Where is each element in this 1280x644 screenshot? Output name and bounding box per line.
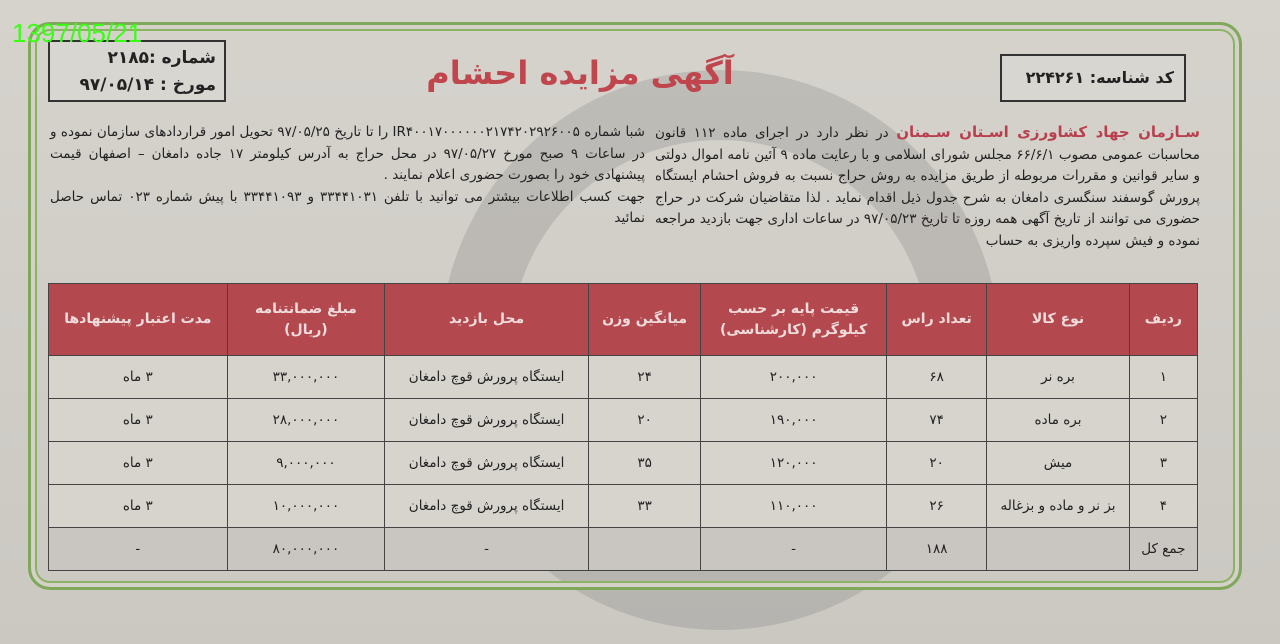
number-box (48, 40, 226, 102)
column-header: قیمت پایه بر حسب کیلوگرم (کارشناسی) (701, 284, 887, 356)
tracking-code: کد شناسه: ۲۲۴۲۶۱ (1025, 68, 1174, 87)
table-cell: - (701, 528, 887, 571)
date-stamp: 1397/05/21 (12, 18, 143, 48)
code-box (1000, 54, 1186, 102)
column-header: تعداد راس (886, 284, 986, 356)
table-cell: ایستگاه پرورش قوچ دامغان (385, 485, 589, 528)
table-cell: ۳ ماه (49, 399, 228, 442)
column-header: ردیف (1129, 284, 1197, 356)
table-cell: ۲۴ (588, 356, 700, 399)
auction-table (48, 283, 1198, 571)
table-cell: ۳۳ (588, 485, 700, 528)
table-row (49, 442, 1198, 485)
table-cell: ۱۹۰,۰۰۰ (701, 399, 887, 442)
table-cell: میش (987, 442, 1129, 485)
table-cell: ۳ ماه (49, 485, 228, 528)
table-cell: ۲۰ (886, 442, 986, 485)
table-cell: ۳ ماه (49, 356, 228, 399)
table-cell: ۱۸۸ (886, 528, 986, 571)
table-cell: ۸۰,۰۰۰,۰۰۰ (227, 528, 385, 571)
table-cell: ۳۳,۰۰۰,۰۰۰ (227, 356, 385, 399)
table-cell: - (49, 528, 228, 571)
table-cell (987, 528, 1129, 571)
organization-name: سـازمان جهاد کشاورزی اسـتان سـمنان (896, 123, 1200, 141)
table-cell: بره ماده (987, 399, 1129, 442)
table-row (49, 485, 1198, 528)
table-row (49, 399, 1198, 442)
table-cell: ایستگاه پرورش قوچ دامغان (385, 356, 589, 399)
intro-paragraph (655, 122, 1200, 252)
ad-number: شماره :۲۱۸۵ (107, 48, 216, 68)
table-cell: ۲۰۰,۰۰۰ (701, 356, 887, 399)
table-cell: ۲۸,۰۰۰,۰۰۰ (227, 399, 385, 442)
table-cell: ۲۶ (886, 485, 986, 528)
table-cell: ۱ (1129, 356, 1197, 399)
table-cell: ۹,۰۰۰,۰۰۰ (227, 442, 385, 485)
table-cell: ۲ (1129, 399, 1197, 442)
table-cell: ۴ (1129, 485, 1197, 528)
column-header: مبلغ ضمانتنامه (ریال) (227, 284, 385, 356)
table-cell: ۷۴ (886, 399, 986, 442)
intro-text: در نظر دارد در اجرای ماده ۱۱۲ قانون محاسبات عمومی مصوب ۶۶/۶/۱ مجلس شورای اسلامی و با رعایت ماده ۹ آئین نامه اموال دولتی و سایر قوانین و مقررات مربوطه از طریق مزایده به روش حراج نسبت به فروش احشام ایستگاه پرورش گوسفند سنگسری دامغان به شرح جدول ذیل اقدام نماید . لذا متقاضیان شرکت در حراج حضوری می توانند از تاریخ آگهی همه روزه تا تاریخ ۹۷/۰۵/۲۳ در ساعات اداری جهت بازدید مراجعه نموده و فیش سپرده واریزی به حساب (655, 125, 1200, 249)
column-header: نوع کالا (987, 284, 1129, 356)
ad-title: آگهی مزایده احشام (426, 54, 734, 92)
table-cell: ۳۵ (588, 442, 700, 485)
column-header: محل بازدید (385, 284, 589, 356)
table-cell: جمع کل (1129, 528, 1197, 571)
table-cell: بز نر و ماده و بزغاله (987, 485, 1129, 528)
payment-text: شبا شماره IR۴۰۰۱۷۰۰۰۰۰۰۲۱۷۴۲۰۲۹۲۶۰۰۵ را تا تاریخ ۹۷/۰۵/۲۵ تحویل امور قراردادهای سازمان نموده و در ساعات ۹ صبح مورخ ۹۷/۰۵/۲۷ در محل حراج به آدرس کیلومتر ۱۷ جاده دامغان – اصفهان قیمت پیشنهادی خود را بصورت حضوری اعلام نمایند . (50, 124, 645, 183)
details-paragraph (50, 122, 645, 230)
total-row (49, 528, 1198, 571)
contact-text: جهت کسب اطلاعات بیشتر می توانید با تلفن ۳۳۴۴۱۰۳۱ و ۳۳۴۴۱۰۹۳ با پیش شماره ۰۲۳ تماس حاصل نمائید (50, 188, 645, 226)
ad-date: مورخ : ۹۷/۰۵/۱۴ (79, 75, 216, 95)
table-cell: ۳ ماه (49, 442, 228, 485)
column-header: مدت اعتبار پیشنهادها (49, 284, 228, 356)
table-cell: ۶۸ (886, 356, 986, 399)
table-cell: بره نر (987, 356, 1129, 399)
table-cell: ۱۱۰,۰۰۰ (701, 485, 887, 528)
table-cell (588, 528, 700, 571)
table-cell: ایستگاه پرورش قوچ دامغان (385, 442, 589, 485)
table-cell: ۲۰ (588, 399, 700, 442)
column-header: میانگین وزن (588, 284, 700, 356)
table-cell: ۱۲۰,۰۰۰ (701, 442, 887, 485)
table-cell: ۳ (1129, 442, 1197, 485)
table-cell: - (385, 528, 589, 571)
table-cell: ایستگاه پرورش قوچ دامغان (385, 399, 589, 442)
table-row (49, 356, 1198, 399)
table-cell: ۱۰,۰۰۰,۰۰۰ (227, 485, 385, 528)
